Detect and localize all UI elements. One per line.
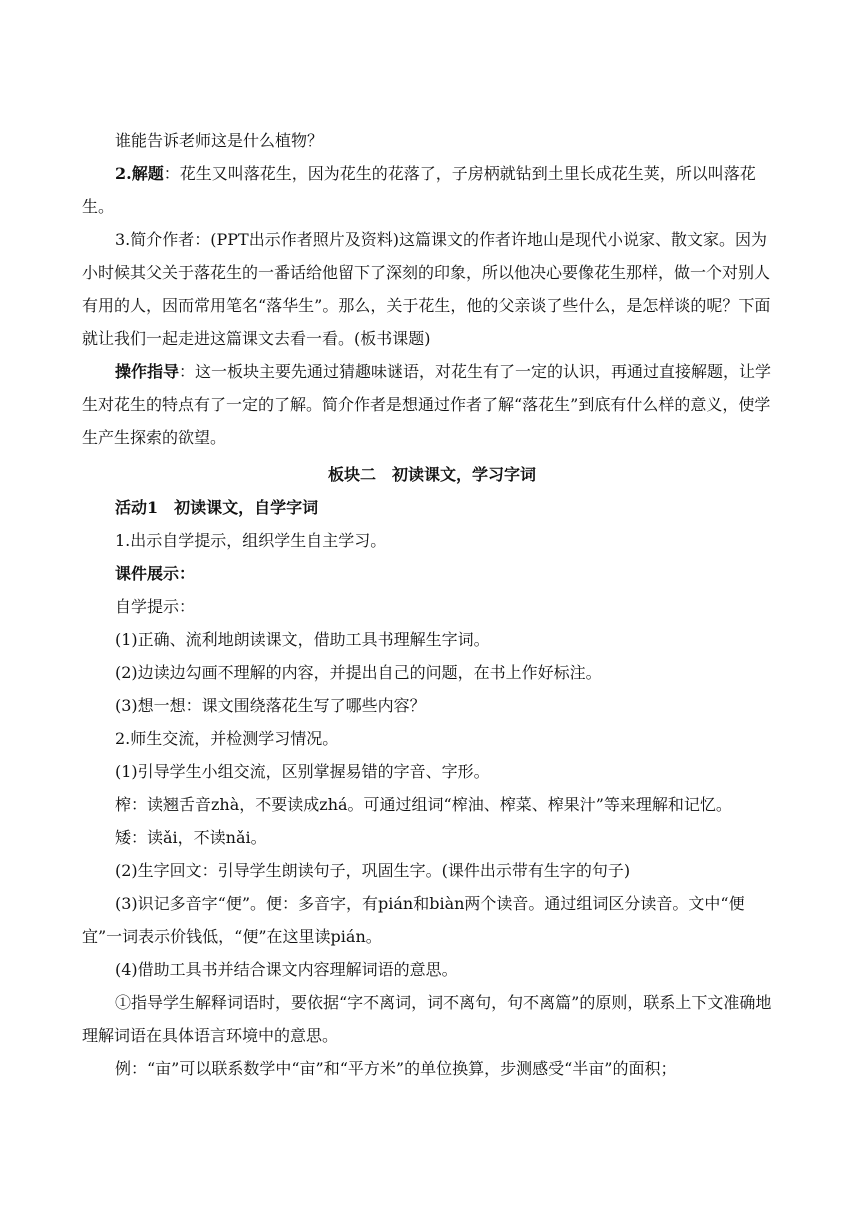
paragraph: 1.出示自学提示，组织学生自主学习。 <box>115 531 387 550</box>
paragraph: 2.师生交流，并检测学习情况。 <box>115 729 339 748</box>
paragraph: (4)借助工具书并结合课文内容理解词语的意思。 <box>115 960 458 979</box>
paragraph: (1)正确、流利地朗读课文，借助工具书理解生字词。 <box>115 630 490 649</box>
document-body <box>82 124 782 1085</box>
activity-title: 活动1 初读课文，自学字词 <box>115 498 319 517</box>
paragraph: (1)引导学生小组交流，区别掌握易错的字音、字形。 <box>115 762 490 781</box>
inline-label: 2.解题 <box>115 164 164 183</box>
paragraph: 3.简介作者：(PPT出示作者照片及资料)这篇课文的作者许地山是现代小说家、散文家。因为小时候其父关于落花生的一番话给他留下了深刻的印象，所以他决心要像花生那样，做一个对别人有用的人，因而常用笔名“落华生”。那么，关于花生，他的父亲谈了些什么，是怎样谈的呢？下面就让我们一起走进这篇课文去看一看。(板书课题) <box>82 230 771 348</box>
paragraph: 谁能告诉老师这是什么植物？ <box>115 131 324 150</box>
section-title: 板块二 初读课文，学习字词 <box>327 465 536 484</box>
paragraph: 矮：读ǎi，不读nǎi。 <box>115 828 267 847</box>
paragraph <box>82 157 782 223</box>
paragraph: 榨：读翘舌音zhà，不要读成zhá。可通过组词“榨油、榨菜、榨果汁”等来理解和记忆。 <box>115 795 732 814</box>
paragraph: 自学提示： <box>115 597 196 616</box>
paragraph: ①指导学生解释词语时，要依据“字不离词，词不离句，句不离篇”的原则，联系上下文准确地理解词语在具体语言环境中的意思。 <box>82 993 772 1045</box>
paragraph-text: ：这一板块主要先通过猜趣味谜语，对花生有了一定的认识，再通过直接解题，让学生对花生的特点有了一定的了解。简介作者是想通过作者了解“落花生”到底有什么样的意义，使学生产生探索的欲望。 <box>82 362 772 447</box>
paragraph: (2)边读边勾画不理解的内容，并提出自己的问题，在书上作好标注。 <box>115 663 602 682</box>
paragraph: 课件展示： <box>115 564 196 583</box>
paragraph: (3)识记多音字“便”。便：多音字，有pián和biàn两个读音。通过组词区分读音。文中“便宜”一词表示价钱低，“便”在这里读pián。 <box>82 894 745 946</box>
paragraph-text: ：花生又叫落花生，因为花生的花落了，子房柄就钻到土里长成花生荚，所以叫落花生。 <box>82 164 756 216</box>
paragraph <box>82 355 782 454</box>
inline-label: 操作指导 <box>115 362 180 381</box>
paragraph: 例：“亩”可以联系数学中“亩”和“平方米”的单位换算，步测感受“半亩”的面积； <box>115 1059 677 1078</box>
paragraph: (3)想一想：课文围绕落花生写了哪些内容？ <box>115 696 426 715</box>
paragraph: (2)生字回文：引导学生朗读句子，巩固生字。(课件出示带有生字的句子) <box>115 861 631 880</box>
